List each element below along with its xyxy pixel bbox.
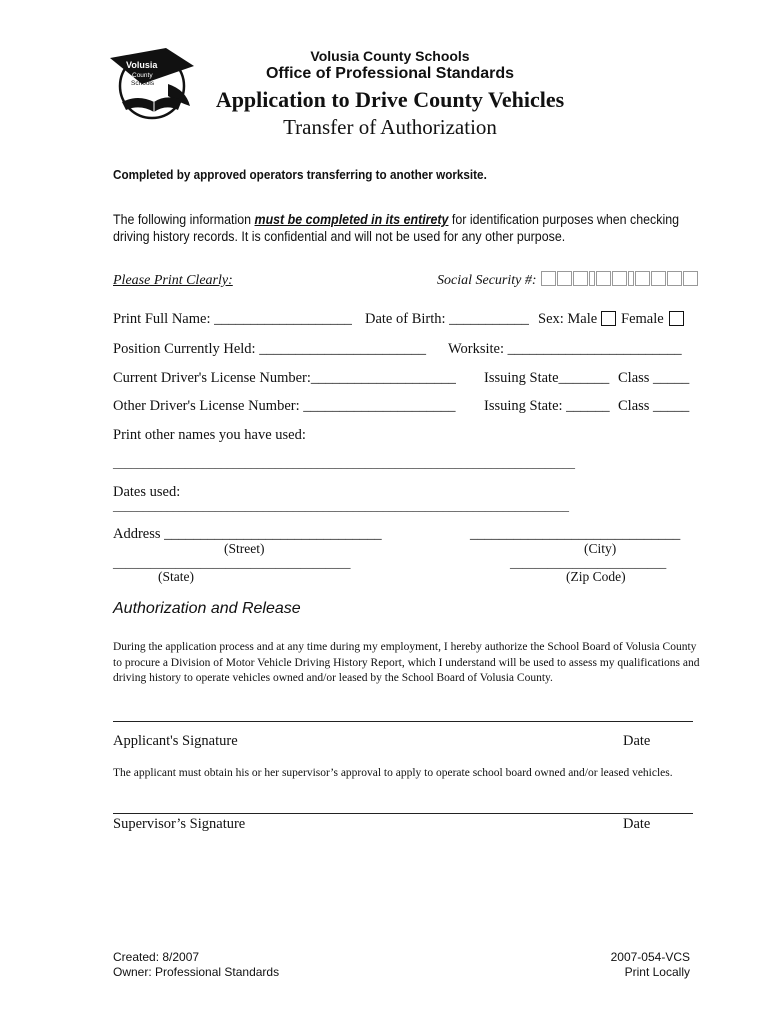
ssn-digit-box[interactable] [667, 271, 682, 286]
ssn-digit-box[interactable] [683, 271, 698, 286]
supervisor-signature-line[interactable] [113, 813, 693, 814]
ssn-label: Social Security #: [437, 273, 537, 288]
print-clearly-label: Please Print Clearly: [113, 273, 233, 288]
address-state-field[interactable]: ______________________________________ [113, 556, 351, 570]
ssn-digit-box[interactable] [612, 271, 627, 286]
page-subtitle: Transfer of Authorization [283, 115, 497, 139]
state-caption: (State) [158, 569, 194, 584]
current-license-field[interactable]: Current Driver's License Number:____________________ [113, 370, 456, 386]
notice-text-before: The following information [113, 212, 255, 227]
footer-form-number: 2007-054-VCS [610, 950, 690, 964]
other-names-line[interactable]: _____________________________________________________________________________ [113, 456, 575, 470]
full-name-field[interactable]: Print Full Name: ___________________ [113, 311, 352, 327]
other-names-label: Print other names you have used: [113, 427, 306, 443]
sex-male-checkbox[interactable] [601, 311, 616, 326]
office-name: Office of Professional Standards [265, 65, 515, 82]
ssn-digit-box[interactable] [635, 271, 650, 286]
ssn-digit-box[interactable] [573, 271, 588, 286]
sex-female-checkbox[interactable] [669, 311, 684, 326]
dates-used-label: Dates used: [113, 484, 181, 500]
issuing-state-field-2[interactable]: Issuing State: ______ [484, 398, 610, 414]
notice-text-after: for identification purposes when checking driving history records. It is confidential and will not be used for any other purpose. [113, 212, 680, 244]
worksite-field[interactable]: Worksite: ________________________ [448, 341, 682, 357]
applicant-signature-label: Applicant's Signature [113, 733, 238, 749]
svg-text:County: County [132, 72, 153, 79]
ssn-digit-box[interactable] [596, 271, 611, 286]
issuing-state-field-1[interactable]: Issuing State_______ [484, 370, 610, 386]
street-caption: (Street) [224, 541, 265, 556]
ssn-separator [589, 271, 595, 286]
sex-female-label: Female [621, 311, 664, 327]
dates-used-line[interactable]: ____________________________________________________________________________ [113, 499, 569, 513]
footer-print-locally: Print Locally [624, 965, 690, 979]
intro-text: Completed by approved operators transferring to another worksite. [113, 167, 487, 182]
sex-male-label: Sex: Male [538, 311, 598, 327]
svg-text:Schools: Schools [131, 80, 155, 87]
supervisor-signature-label: Supervisor’s Signature [113, 816, 246, 832]
notice-emphasis: must be completed in its entirety [254, 212, 449, 227]
footer-owner: Owner: Professional Standards [113, 965, 280, 979]
authorization-heading: Authorization and Release [113, 600, 301, 617]
address-city-field[interactable]: _____________________________ [470, 526, 681, 542]
position-field[interactable]: Position Currently Held: _______________________ [113, 341, 426, 357]
dob-field[interactable]: Date of Birth: ___________ [365, 311, 529, 327]
ssn-digit-box[interactable] [651, 271, 666, 286]
ssn-digit-box[interactable] [557, 271, 572, 286]
page-title: Application to Drive County Vehicles [215, 87, 565, 112]
svg-text:Volusia: Volusia [126, 60, 158, 70]
confidentiality-notice [113, 211, 702, 245]
school-name: Volusia County Schools [310, 48, 470, 64]
zip-caption: (Zip Code) [566, 569, 626, 584]
address-zip-field[interactable]: _________________________ [510, 556, 667, 570]
supervisor-approval-note: The applicant must obtain his or her supervisor’s approval to apply to operate school board owned and/or leased vehicles. [113, 767, 673, 779]
applicant-signature-line[interactable] [113, 721, 693, 722]
authorization-text: During the application process and at any time during my employment, I hereby authorize the School Board of Volusia County to procure a Division of Motor Vehicle Driving History Report, which I understand will be used to assess my qualifications and driving history to operate vehicles owned and/or leased by the School Board of Volusia County. [113, 641, 700, 684]
license-class-field-1[interactable]: Class _____ [618, 370, 690, 386]
applicant-date-label: Date [623, 733, 651, 749]
supervisor-date-label: Date [623, 816, 651, 832]
other-license-field[interactable]: Other Driver's License Number: _____________________ [113, 398, 456, 414]
footer-created: Created: 8/2007 [113, 950, 200, 964]
license-class-field-2[interactable]: Class _____ [618, 398, 690, 414]
address-street-field[interactable]: Address ______________________________ [113, 526, 382, 542]
ssn-separator [628, 271, 634, 286]
ssn-input-boxes[interactable] [541, 271, 699, 286]
ssn-digit-box[interactable] [541, 271, 556, 286]
city-caption: (City) [584, 541, 617, 556]
